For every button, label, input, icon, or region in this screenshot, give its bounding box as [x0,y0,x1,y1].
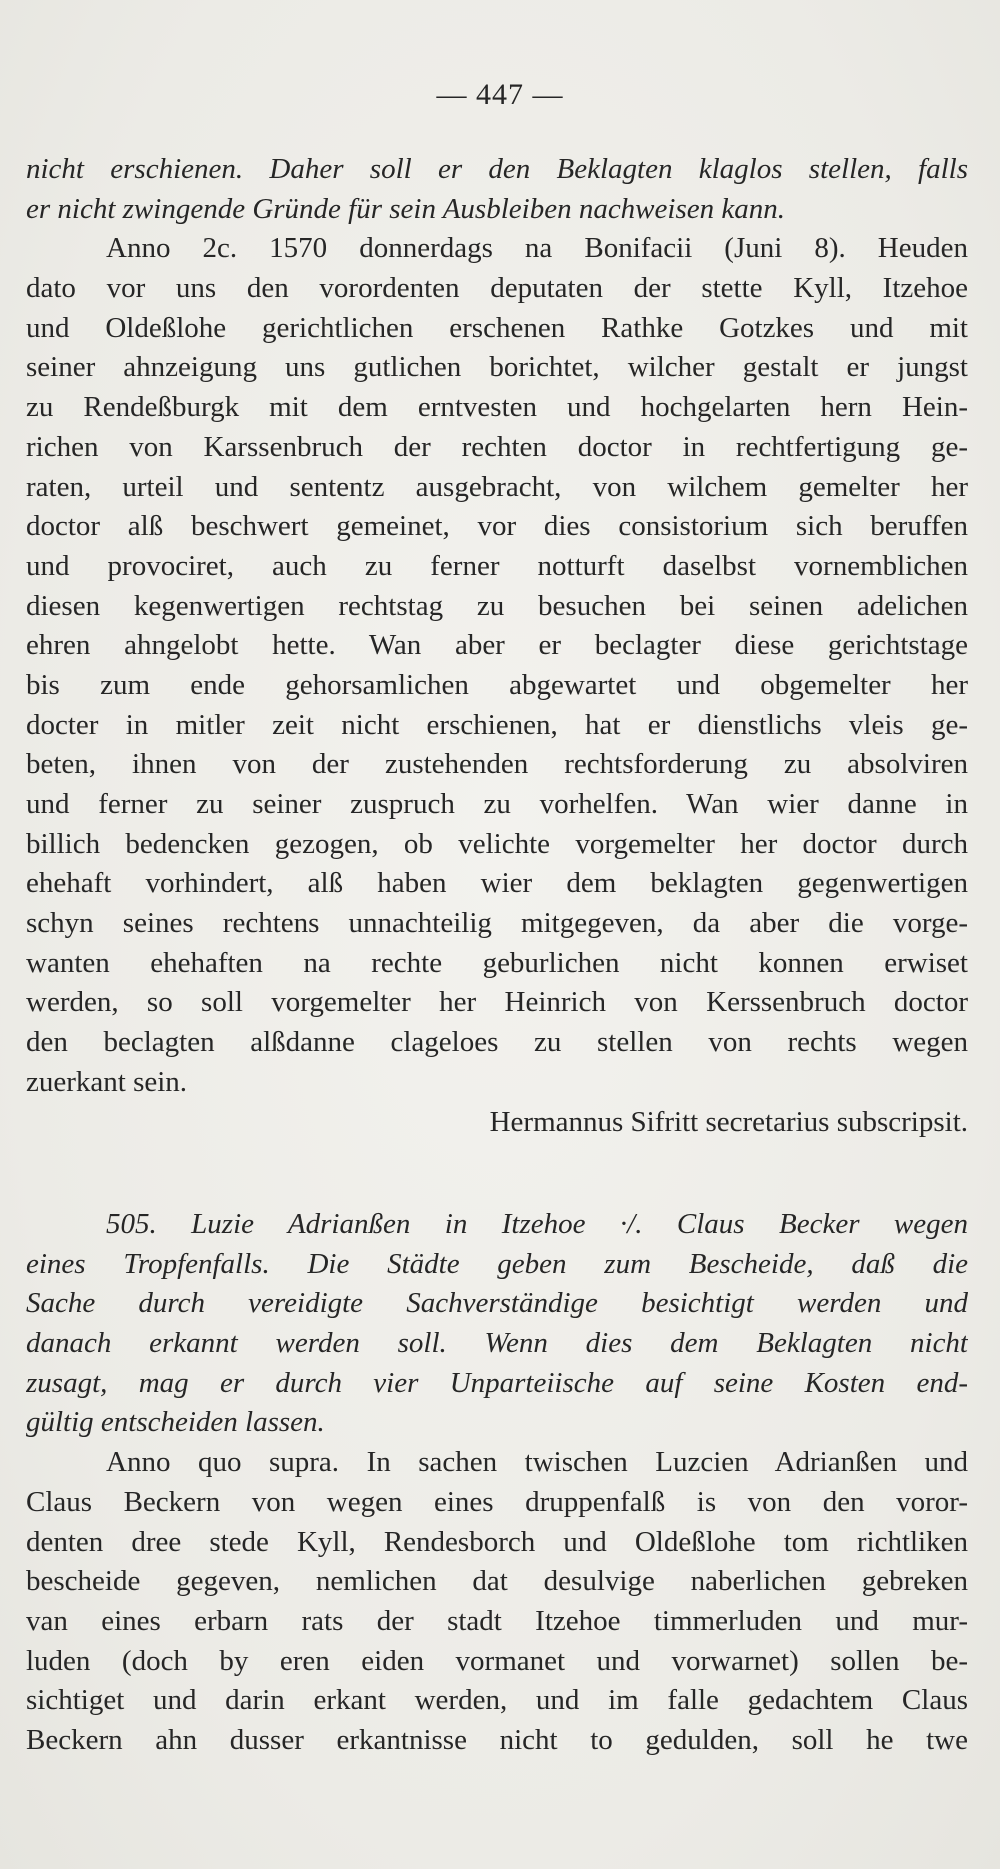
text-line: und Oldeßlohe gerichtlichen erschenen Rathke Gotzkes und mit [26,311,968,344]
text-line: Sache durch vereidigte Sachverständige besichtigt werden und [26,1287,968,1320]
text-line: luden (doch by eren eiden vormanet und vorwarnet) sollen be- [26,1644,968,1677]
text-line: 505. Luzie Adrianßen in Itzehoe ·/. Claus Becker wegen [106,1208,968,1240]
text-line: den beclagten alßdanne clageloes zu stellen von rechts wegen [26,1026,968,1059]
text-line: beten, ihnen von der zustehenden rechtsforderung zu absolviren [26,748,968,781]
text-line: docter in mitler zeit nicht erschienen, hat er dienstlichs vleis ge- [26,708,968,741]
text-line: bis zum ende gehorsamlichen abgewartet und obgemelter her [26,668,968,701]
text-line: gültig entscheiden lassen. [26,1406,325,1439]
text-line: zuerkant sein. [26,1065,188,1098]
text-line: ehehaft vorhindert, alß haben wier dem beklagten gegenwertigen [26,867,968,900]
page-number: — 447 — [436,78,564,111]
text-line: denten dree stede Kyll, Rendesborch und Oldeßlohe tom richtliken [26,1525,968,1558]
text-line: eines Tropfenfalls. Die Städte geben zum Bescheide, daß die [26,1247,968,1280]
text-block-case-505 [26,1205,968,1761]
text-line: Anno 2c. 1570 donnerdags na Bonifacii (Juni 8). Heuden [106,232,968,265]
text-line: diesen kegenwertigen rechtstag zu besuchen bei seinen adelichen [26,589,968,622]
text-line: sichtiget und darin erkant werden, und im falle gedachtem Claus [26,1684,968,1717]
text-line: wanten ehehaften na rechte geburlichen nicht konnen erwiset [26,946,968,979]
text-line: nicht erschienen. Daher soll er den Beklagten klaglos stellen, falls [26,153,968,185]
text-line: und provociret, auch zu ferner notturft daselbst vornemblichen [26,549,968,582]
text-line: doctor alß beschwert gemeinet, vor dies consistorium sich beruffen [26,510,968,543]
text-line: bescheide gegeven, nemlichen dat desulvige naberlichen gebreken [26,1565,968,1598]
text-line: schyn seines rechtens unnachteilig mitgegeven, da aber die vorge- [26,907,968,940]
text-line: Claus Beckern von wegen eines druppenfalß is von den voror- [26,1485,968,1518]
text-line: raten, urteil und sententz ausgebracht, von wilchem gemelter her [26,470,968,503]
text-line: seiner ahnzeigung uns gutlichen borichtet, wilcher gestalt er jungst [26,351,968,384]
text-line: dato vor uns den vorordenten deputaten der stette Kyll, Itzehoe [26,272,968,305]
text-line: richen von Karssenbruch der rechten doctor in rechtfertigung ge- [26,430,968,463]
text-line: er nicht zwingende Gründe für sein Ausbleiben nachweisen kann. [26,192,785,225]
text-line: billich bedencken gezogen, ob velichte vorgemelter her doctor durch [26,827,968,860]
text-line: ehren ahngelobt hette. Wan aber er beclagter diese gerichtstage [26,629,968,662]
text-line: van eines erbarn rats der stadt Itzehoe timmerluden und mur- [26,1604,968,1637]
text-line: Hermannus Sifritt secretarius subscripsit. [489,1105,968,1138]
text-line: danach erkannt werden soll. Wenn dies dem Beklagten nicht [26,1327,968,1360]
text-line: Anno quo supra. In sachen twischen Luzcien Adrianßen und [106,1446,968,1479]
text-block-decision [26,150,968,1142]
text-line: werden, so soll vorgemelter her Heinrich von Kerssenbruch doctor [26,986,968,1019]
text-line: Beckern ahn dusser erkantnisse nicht to gedulden, soll he twe [26,1723,968,1756]
text-line: und ferner zu seiner zuspruch zu vorhelfen. Wan wier danne in [26,788,968,820]
text-line: zu Rendeßburgk mit dem erntvesten und hochgelarten hern Hein- [26,391,968,424]
text-line: zusagt, mag er durch vier Unparteiische auf seine Kosten end- [26,1366,968,1399]
